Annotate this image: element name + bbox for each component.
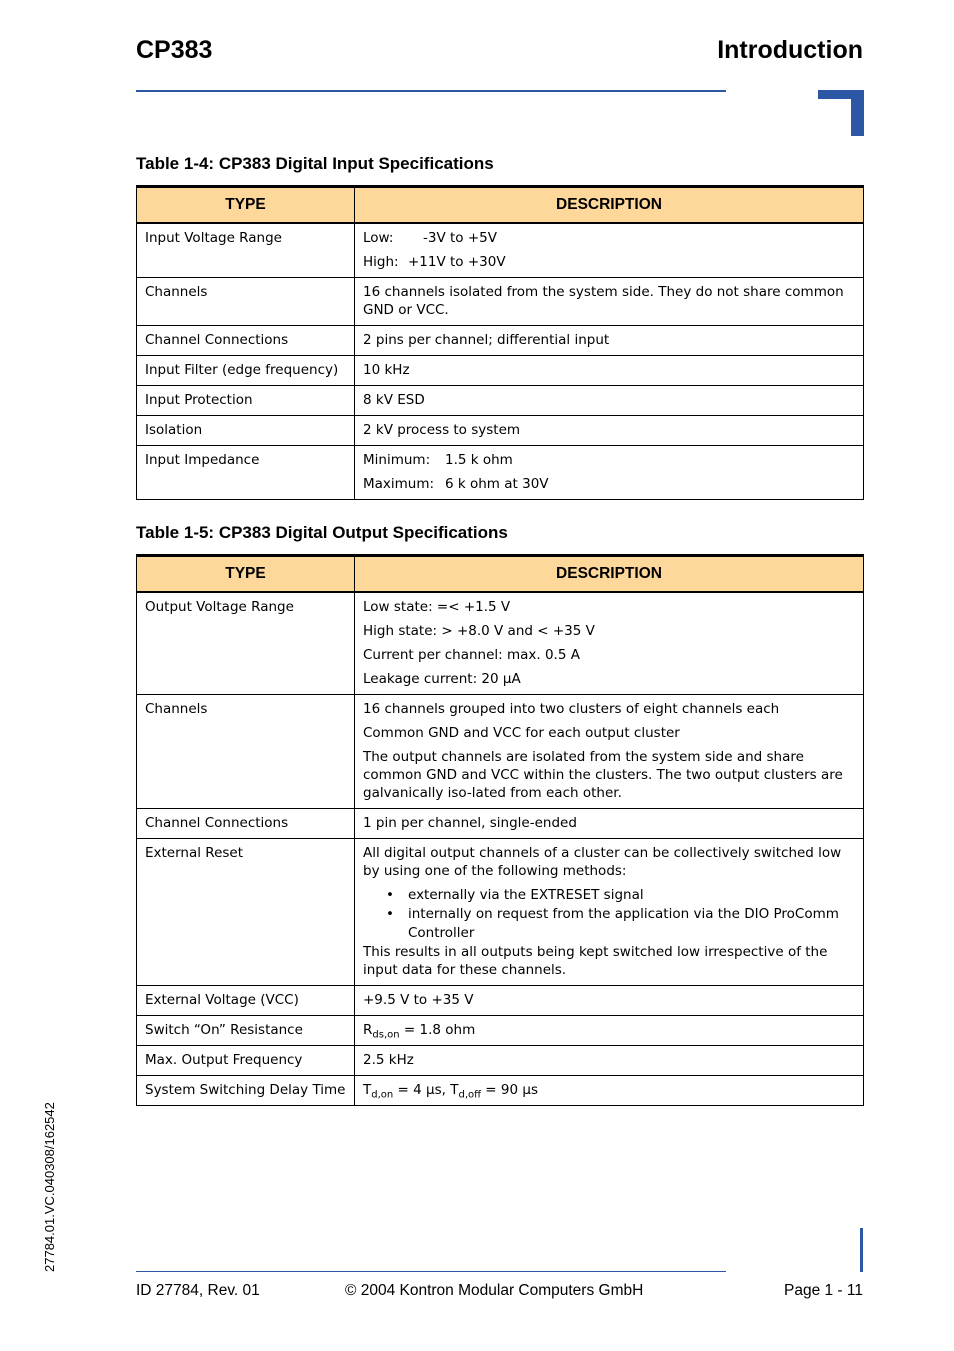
header-product: CP383 [136,36,213,64]
table-row [137,223,864,278]
table1-col-type: TYPE [137,187,355,224]
spec-type: Channel Connections [137,326,355,356]
spec-line: The output channels are isolated from the system side and share common GND and VCC within the clusters. The two output clusters are galvanically iso-lated from each other. [363,749,843,801]
footer-rule [136,1271,726,1272]
spec-line: 2.5 kHz [363,1052,414,1068]
table2-col-type: TYPE [137,556,355,593]
spec-line: Current per channel: max. 0.5 A [363,647,580,663]
spec-description [355,1046,864,1076]
spec-line: 2 pins per channel; differential input [363,332,610,348]
spec-value-key: Maximum: [363,476,435,492]
spec-description [355,446,864,500]
table-row [137,809,864,839]
spec-description [355,1016,864,1046]
footer-copyright: © 2004 Kontron Modular Computers GmbH [345,1282,644,1299]
spec-description [355,809,864,839]
spec-description [355,416,864,446]
spec-line: This results in all outputs being kept switched low irrespective of the input data for these channels. [363,944,828,978]
spec-line [363,1021,855,1039]
table-row [137,592,864,695]
header-rule [136,90,726,92]
spec-description [355,695,864,809]
bullet-item: • internally on request from the application via the DIO ProComm Controller [408,905,855,943]
table-row [137,278,864,326]
spec-type: Input Protection [137,386,355,416]
spec-line: +9.5 V to +35 V [363,992,474,1008]
spec-line: High state: > +8.0 V and < +35 V [363,623,595,639]
subscript: ds,on [372,1029,400,1041]
table-row [137,839,864,986]
table1-caption: Table 1-4: CP383 Digital Input Specifications [136,154,494,173]
spec-type: External Reset [137,839,355,986]
table-row [137,695,864,809]
bullet-item: • externally via the EXTRESET signal [408,886,855,905]
digital-input-table [136,185,864,500]
spec-value: -3V to +5V [423,230,497,246]
spec-line: All digital output channels of a cluster can be collectively switched low by using one of the following methods: [363,845,842,879]
spec-description [355,223,864,278]
spec-description [355,986,864,1016]
spec-description [355,356,864,386]
digital-output-table [136,554,864,1106]
spec-description [355,386,864,416]
spec-value-key: Minimum: [363,452,431,468]
table-row [137,356,864,386]
table-row [137,386,864,416]
spec-line: 8 kV ESD [363,392,425,408]
spec-type: System Switching Delay Time [137,1076,355,1106]
table-row [137,1076,864,1106]
table1-col-desc: DESCRIPTION [355,187,864,224]
spec-line [363,1081,855,1099]
table-row [137,326,864,356]
spec-line: 16 channels grouped into two clusters of eight channels each [363,701,780,717]
spec-type: Input Impedance [137,446,355,500]
text-run: = 1.8 ohm [399,1022,476,1038]
spec-value-key: High: [363,254,399,270]
spec-type: Channels [137,695,355,809]
table-row [137,1046,864,1076]
spec-description [355,326,864,356]
table2-col-desc: DESCRIPTION [355,556,864,593]
subscript: d,on [371,1089,394,1101]
spec-value: 6 k ohm at 30V [445,476,549,492]
text-run: R [363,1022,373,1038]
spec-line: 16 channels isolated from the system side. They do not share common GND or VCC. [363,284,844,318]
table-row [137,416,864,446]
spec-type: Output Voltage Range [137,592,355,695]
spec-type: Switch “On” Resistance [137,1016,355,1046]
spec-line: 10 kHz [363,362,410,378]
spec-description [355,839,864,986]
spec-type: External Voltage (VCC) [137,986,355,1016]
spec-value-line [363,451,855,469]
spec-value-line [363,475,855,493]
spec-line: 1 pin per channel, single-ended [363,815,577,831]
spec-description [355,592,864,695]
bullet-list [363,886,855,943]
text-run: = 4 µs, T [393,1082,459,1098]
spec-line: 2 kV process to system [363,422,521,438]
spec-value-line [363,229,855,247]
spec-value-line [363,253,855,271]
header-section: Introduction [717,36,863,64]
spec-type: Max. Output Frequency [137,1046,355,1076]
spec-description [355,278,864,326]
table2-caption: Table 1-5: CP383 Digital Output Specifications [136,523,508,542]
spec-line: Leakage current: 20 µA [363,671,521,687]
spec-value: +11V to +30V [408,254,506,270]
table-row [137,986,864,1016]
table-row [137,446,864,500]
spec-value: 1.5 k ohm [445,452,513,468]
subscript: d,off [458,1089,482,1101]
document-code: 27784.01.VC.040308/162542 [42,1102,57,1272]
spec-type: Input Filter (edge frequency) [137,356,355,386]
spec-description [355,1076,864,1106]
spec-type: Channel Connections [137,809,355,839]
footer-bar [860,1228,863,1272]
spec-value-key: Low: [363,230,394,246]
footer-page: Page 1 - 11 [784,1282,863,1299]
table-row [137,1016,864,1046]
text-run: T [363,1082,372,1098]
footer-id: ID 27784, Rev. 01 [136,1282,260,1299]
spec-type: Channels [137,278,355,326]
spec-line: Low state: =< +1.5 V [363,599,511,615]
spec-type: Input Voltage Range [137,223,355,278]
spec-type: Isolation [137,416,355,446]
spec-line: Common GND and VCC for each output cluster [363,725,680,741]
text-run: = 90 µs [481,1082,539,1098]
